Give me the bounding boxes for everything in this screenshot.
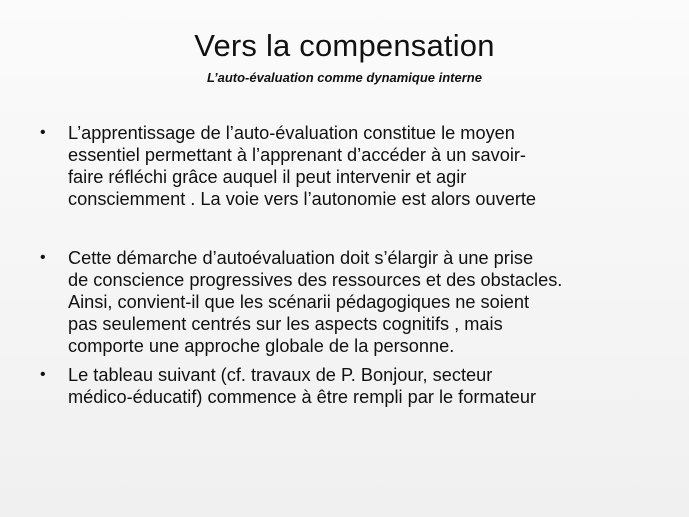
bullet-line: Ainsi, convient-il que les scénarii pédagogiques ne soient [68, 292, 530, 312]
bullet-line: essentiel permettant à l’apprenant d’accéder à un savoir- [68, 145, 526, 165]
bullet-line: faire réfléchi grâce auquel il peut intervenir et agir [68, 167, 467, 187]
bullet-item [38, 122, 668, 210]
slide-title: Vers la compensation [194, 28, 495, 63]
bullet-list [38, 122, 668, 408]
bullet-item [38, 364, 668, 408]
bullet-dot-icon: • [40, 366, 46, 383]
bullet-line: Le tableau suivant (cf. travaux de P. Bonjour, secteur [68, 365, 493, 385]
bullet-line: pas seulement centrés sur les aspects cognitifs , mais [68, 314, 503, 334]
bullet-line: Cette démarche d’autoévaluation doit s’élargir à une prise [68, 248, 534, 268]
slide-subtitle: L’auto-évaluation comme dynamique interne [207, 70, 482, 85]
bullet-line: de conscience progressives des ressources et des obstacles. [68, 270, 563, 290]
bullet-dot-icon: • [40, 249, 46, 266]
bullet-dot-icon: • [40, 124, 46, 141]
bullet-line: comporte une approche globale de la personne. [68, 336, 455, 356]
bullet-line: consciemment . La voie vers l’autonomie est alors ouverte [68, 189, 537, 209]
bullet-line: L’apprentissage de l’auto-évaluation constitue le moyen [68, 123, 515, 143]
bullet-line: médico-éducatif) commence à être rempli par le formateur [68, 387, 537, 407]
bullet-item [38, 247, 668, 357]
